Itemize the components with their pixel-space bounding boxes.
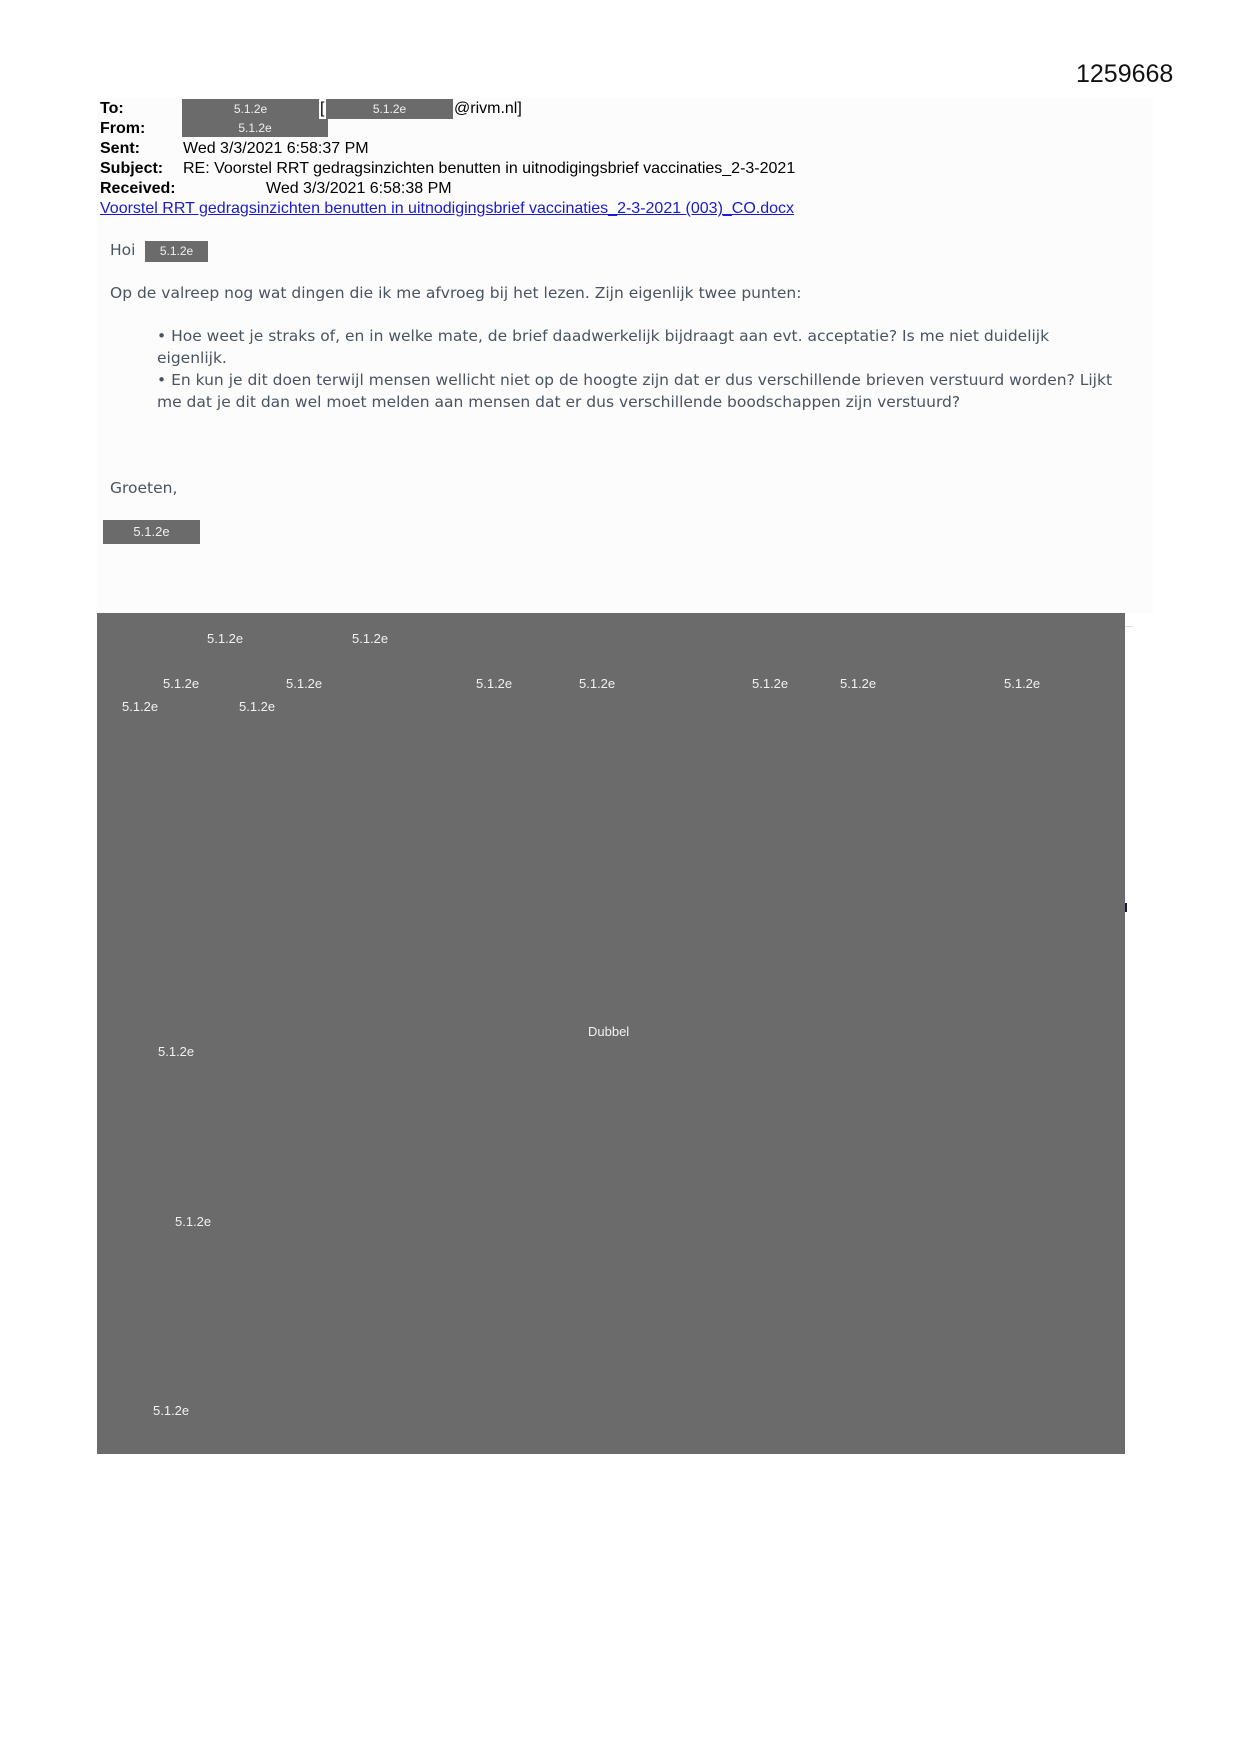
greeting-redaction: 5.1.2e [145,241,208,262]
sent-value: Wed 3/3/2021 6:58:37 PM [183,140,369,157]
to-redaction-1: 5.1.2e [182,99,319,119]
to-redaction-2: 5.1.2e [326,99,453,119]
greeting: Hoi [110,241,136,259]
from-label: From: [100,120,146,137]
divider [1125,626,1133,627]
redaction-label: 5.1.2e [286,676,323,691]
closing: Groeten, [110,479,178,497]
redaction-label: 5.1.2e [175,1214,212,1229]
redaction-label: 5.1.2e [122,699,159,714]
to-bracket: [ [320,100,325,117]
attachment-link[interactable]: Voorstel RRT gedragsinzichten benutten in uitnodigingsbrief vaccinaties_2-3-2021 (003)_CO.docx [100,200,795,217]
subject-label: Subject: [100,160,164,177]
redaction-label: 5.1.2e [239,699,276,714]
received-label: Received: [100,180,176,197]
redaction-label: 5.1.2e [840,676,877,691]
bullet-item: • En kun je dit doen terwijl mensen wellicht niet op de hoogte zijn dat er dus verschillende brieven verstuurd worden? Lijkt me dat je dit dan wel moet melden aan mensen dat er dus verschillende boodschappen zijn verstuurd? [157,371,1113,411]
subject-value: RE: Voorstel RRT gedragsinzichten benutten in uitnodigingsbrief vaccinaties_2-3-2021 [183,160,796,177]
redaction-label: 5.1.2e [207,631,244,646]
from-redaction: 5.1.2e [182,119,328,137]
redaction-label: 5.1.2e [579,676,616,691]
redaction-label: 5.1.2e [158,1044,195,1059]
redaction-label: 5.1.2e [163,676,200,691]
to-domain: @rivm.nl] [454,100,522,117]
bullet-list [157,325,1117,413]
intro-text: Op de valreep nog wat dingen die ik me afvroeg bij het lezen. Zijn eigenlijk twee punten: [110,284,802,302]
signature-redaction: 5.1.2e [103,520,200,544]
dubbel-label: Dubbel [588,1024,630,1039]
redaction-label: 5.1.2e [476,676,513,691]
document-id: 1259668 [1076,60,1174,88]
redaction-label: 5.1.2e [153,1403,190,1418]
redaction-label: 5.1.2e [352,631,389,646]
redaction-label: 5.1.2e [1004,676,1041,691]
received-value: Wed 3/3/2021 6:58:38 PM [266,180,452,197]
redaction-label: 5.1.2e [752,676,789,691]
clipped-mark [1125,903,1127,912]
bullet-item: • Hoe weet je straks of, en in welke mate, de brief daadwerkelijk bijdraagt aan evt. acceptatie? Is me niet duidelijk eigenlijk. [157,327,1050,367]
sent-label: Sent: [100,140,140,157]
to-label: To: [100,100,124,117]
